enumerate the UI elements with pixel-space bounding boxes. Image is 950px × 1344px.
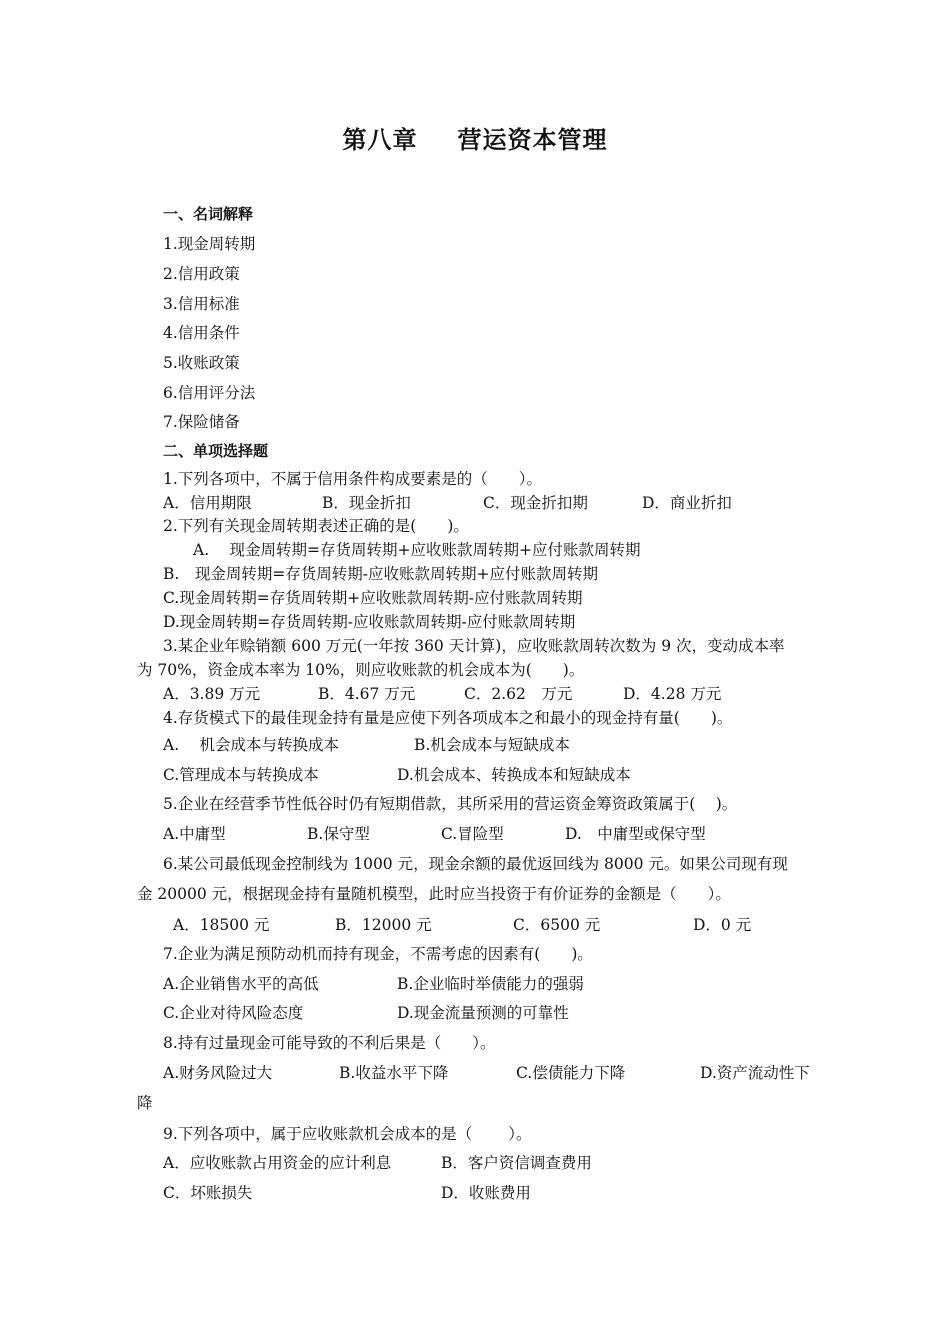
option-a: A．18500 元 <box>173 916 270 934</box>
question-stem: 3.某企业年赊销额 600 万元(一年按 360 天计算)，应收账款周转次数为 9 次，变动成本率 <box>163 637 785 655</box>
option-b: B. 现金周转期=存货周转期-应收账款周转期+应付账款周转期 <box>163 565 599 583</box>
option-c: C.冒险型 <box>441 825 504 843</box>
question-stem-cont: 为 70%，资金成本率为 10%，则应收账款的机会成本为( )。 <box>137 661 585 679</box>
term-item: 3.信用标准 <box>163 295 240 313</box>
option-d: D．商业折扣 <box>642 494 732 512</box>
term-item: 4.信用条件 <box>163 324 240 342</box>
question-stem: 8.持有过量现金可能导致的不利后果是（ ）。 <box>163 1034 496 1052</box>
question-stem: 7.企业为满足预防动机而持有现金，不需考虑的因素有( )。 <box>163 945 593 963</box>
option-d: D.现金周转期=存货周转期-应收账款周转期-应付账款周转期 <box>163 613 576 631</box>
option-a: A.中庸型 <box>163 825 226 843</box>
term-item: 2.信用政策 <box>163 265 240 283</box>
option-b: B．现金折扣 <box>322 494 411 512</box>
question-stem: 1.下列各项中，不属于信用条件构成要素是的（ ）。 <box>163 470 543 488</box>
option-a: A.财务风险过大 <box>163 1064 273 1082</box>
option-c: C.企业对待风险态度 <box>163 1004 304 1022</box>
option-a: A.企业销售水平的高低 <box>163 975 319 993</box>
page-title <box>0 120 950 155</box>
option-c: C．2.62 万元 <box>464 685 573 703</box>
option-b: B.企业临时举债能力的强弱 <box>397 975 584 993</box>
option-d: D．4.28 万元 <box>623 685 722 703</box>
chapter-title: 营运资本管理 <box>457 125 608 154</box>
option-b: B.收益水平下降 <box>339 1064 449 1082</box>
question-stem: 5.企业在经营季节性低谷时仍有短期借款，其所采用的营运资金筹资政策属于( )。 <box>163 795 738 813</box>
option-b: B.机会成本与短缺成本 <box>414 736 570 754</box>
option-b: B．12000 元 <box>335 916 432 934</box>
term-item: 7.保险储备 <box>163 413 240 431</box>
option-d: D.机会成本、转换成本和短缺成本 <box>397 766 631 784</box>
option-c: C.偿债能力下降 <box>516 1064 626 1082</box>
option-d: D.资产流动性下 <box>700 1064 810 1082</box>
question-stem: 9.下列各项中，属于应收账款机会成本的是（ ）。 <box>163 1125 532 1143</box>
option-a: A．3.89 万元 <box>163 685 261 703</box>
option-c: C.现金周转期=存货周转期+应收账款周转期-应付账款周转期 <box>163 589 583 607</box>
option-c: C.管理成本与转换成本 <box>163 766 319 784</box>
term-item: 6.信用评分法 <box>163 384 256 402</box>
option-d: D. 中庸型或保守型 <box>565 825 706 843</box>
question-stem: 4.存货模式下的最佳现金持有量是应使下列各项成本之和最小的现金持有量( )。 <box>163 709 733 727</box>
option-d: D.现金流量预测的可靠性 <box>397 1004 569 1022</box>
term-item: 1.现金周转期 <box>163 235 256 253</box>
option-b: B．客户资信调查费用 <box>441 1154 592 1172</box>
section-heading-terms: 一、名词解释 <box>163 205 254 223</box>
option-b: B．4.67 万元 <box>318 685 416 703</box>
chapter-number: 第八章 <box>342 125 418 154</box>
option-d: D．0 元 <box>693 916 752 934</box>
term-item: 5.收账政策 <box>163 354 240 372</box>
option-a: A. 机会成本与转换成本 <box>163 736 340 754</box>
option-a: A．信用期限 <box>163 494 252 512</box>
option-c: C．现金折扣期 <box>483 494 588 512</box>
question-stem: 2.下列有关现金周转期表述正确的是( )。 <box>163 517 469 535</box>
option-b: B.保守型 <box>307 825 370 843</box>
option-d-cont: 降 <box>137 1094 153 1112</box>
option-d: D．收账费用 <box>441 1184 531 1202</box>
option-c: C．坏账损失 <box>163 1184 253 1202</box>
option-a: A. 现金周转期=存货周转期+应收账款周转期+应付账款周转期 <box>193 541 641 559</box>
option-c: C．6500 元 <box>513 916 601 934</box>
option-a: A．应收账款占用资金的应计利息 <box>163 1154 392 1172</box>
question-stem: 6.某公司最低现金控制线为 1000 元，现金余额的最优返回线为 8000 元。如果公司现有现 <box>163 855 788 873</box>
question-stem-cont: 金 20000 元，根据现金持有量随机模型，此时应当投资于有价证券的金额是（ ）。 <box>137 885 731 903</box>
section-heading-choice: 二、单项选择题 <box>163 442 269 460</box>
